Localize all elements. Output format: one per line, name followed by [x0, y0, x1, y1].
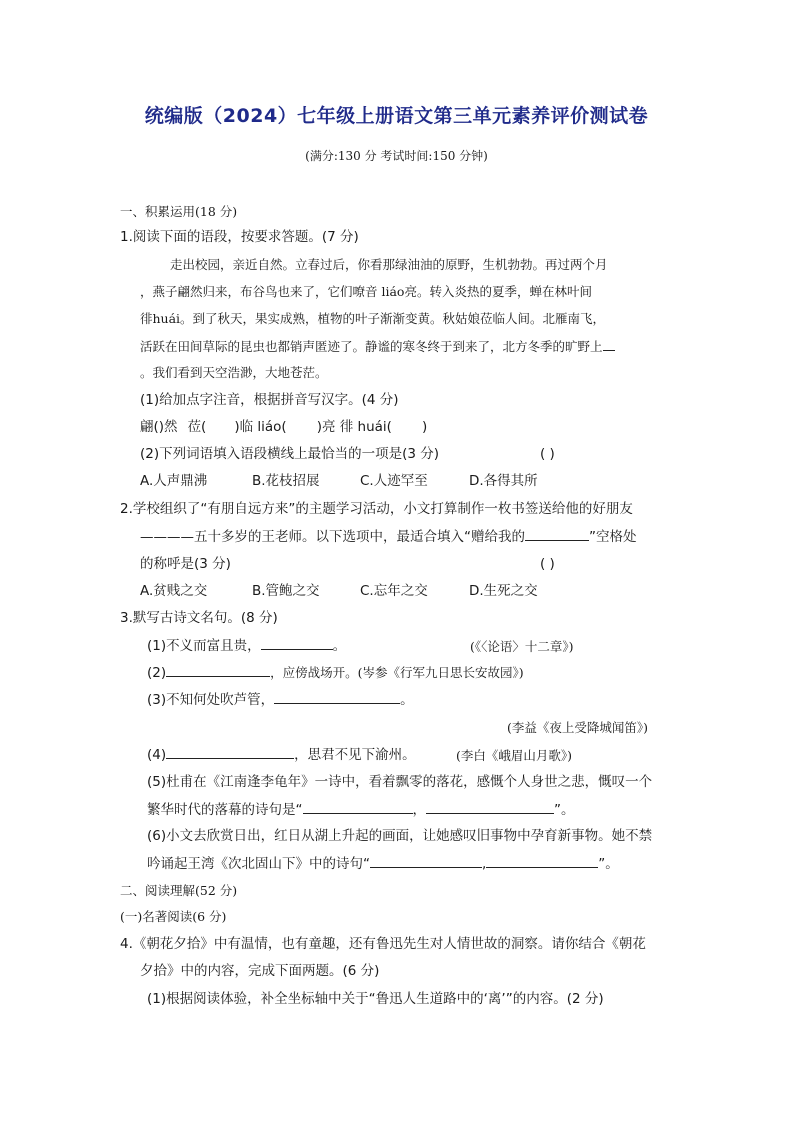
q1-sub2: (2)下列词语填入语段横线上最恰当的一项是(3 分) — [140, 446, 440, 462]
q3-blank[interactable] — [303, 800, 413, 814]
q1-item: ) — [421, 419, 428, 435]
q1-item: 莅( — [187, 419, 207, 435]
page-title: 统编版（2024）七年级上册语文第三单元素养评价测试卷 — [144, 105, 649, 127]
q3-line-4 — [147, 745, 416, 764]
q3-blank[interactable] — [166, 745, 294, 759]
q3-blank[interactable] — [274, 690, 400, 704]
q2-line: 2.学校组织了“有朋自远方来”的主题学习活动，小文打算制作一枚书签送给他的好朋友 — [120, 501, 633, 517]
q3-source: (李白《峨眉山月歌》) — [456, 748, 573, 763]
q2-answer-paren[interactable]: ( ) — [540, 556, 555, 572]
q2-text: ”空格处 — [589, 529, 637, 545]
q3-stem: 3.默写古诗文名句。(8 分) — [120, 610, 278, 626]
q1-passage-text: 活跃在田间草际的昆虫也都销声匿迹了。静谧的寒冬终于到来了，北方冬季的旷野上 — [140, 339, 603, 354]
q3-line-6b — [147, 854, 619, 873]
q3-line-1 — [147, 636, 346, 655]
q3-text: ”。 — [598, 856, 619, 872]
q2-line — [140, 527, 637, 546]
q1-item: )亮 徘 huái( — [316, 419, 392, 435]
q3-text: (3)不知何处吹芦管， — [147, 692, 275, 708]
q1-item: 翩()然 — [140, 419, 178, 435]
q2-text: ————五十多岁的王老师。以下选项中，最适合填入“赠给我的 — [140, 529, 525, 545]
q3-blank[interactable] — [370, 854, 482, 868]
q3-blank[interactable] — [261, 636, 333, 650]
section2-sub-heading: (一)名著阅读(6 分) — [120, 909, 227, 924]
q1-option-d[interactable]: D.各得其所 — [469, 473, 538, 489]
q4-line: 夕拾》中的内容，完成下面两题。(6 分) — [140, 963, 380, 979]
q3-text: 。 — [400, 692, 414, 708]
q1-passage-line: 。我们看到天空浩渺，大地苍茫。 — [140, 365, 328, 380]
q1-passage-line — [140, 337, 615, 356]
q4-sub1: (1)根据阅读体验，补全坐标轴中关于“鲁迅人生道路中的‘离’”的内容。(2 分) — [147, 991, 604, 1007]
q3-text: (4) — [147, 747, 167, 763]
q3-text: ，应傍战场开。(岑参《行军九日思长安故园》) — [270, 665, 524, 680]
section2-heading: 二、阅读理解(52 分) — [120, 883, 238, 898]
q3-line-5b — [147, 800, 575, 819]
q3-text: (2) — [147, 665, 167, 681]
q2-line: 的称呼是(3 分) — [140, 556, 231, 572]
q1-sub1: (1)给加点字注音，根据拼音写汉字。(4 分) — [140, 392, 399, 408]
q3-text: (1)不义而富且贵， — [147, 638, 261, 654]
q1-option-b[interactable]: B.花枝招展 — [252, 473, 320, 489]
q2-option-b[interactable]: B.管鲍之交 — [252, 583, 320, 599]
q1-option-c[interactable]: C.人迹罕至 — [360, 473, 428, 489]
q1-passage-line: ，燕子翩然归来，布谷鸟也来了，它们嘹音 liáo亮。转入炎热的夏季，蝉在林叶间 — [140, 284, 592, 299]
q1-passage-line: 走出校园，亲近自然。立春过后，你看那绿油油的原野，生机勃勃。再过两个月 — [170, 257, 608, 272]
page-subtitle: (满分:130 分 考试时间:150 分钟) — [305, 149, 488, 163]
q3-text: , — [482, 856, 487, 872]
q2-blank[interactable] — [525, 527, 589, 541]
q4-line: 4.《朝花夕拾》中有温情，也有童趣，还有鲁迅先生对人情世故的洞察。请你结合《朝花 — [120, 936, 646, 952]
q3-line-3 — [147, 690, 414, 709]
q1-passage-blank[interactable] — [603, 337, 615, 351]
q3-text: 。 — [332, 638, 347, 654]
q3-line-6: (6)小文去欣赏日出，红日从湖上升起的画面，让她感叹旧事物中孕育新事物。她不禁 — [147, 828, 653, 844]
q3-line-5: (5)杜甫在《江南逢李龟年》一诗中，看着飘零的落花，感慨个人身世之悲，慨叹一个 — [147, 774, 653, 790]
q3-text: 吟诵起王湾《次北固山下》中的诗句“ — [147, 856, 370, 872]
q1-option-a[interactable]: A.人声鼎沸 — [140, 473, 208, 489]
q3-blank[interactable] — [166, 663, 270, 677]
q3-line-2 — [147, 663, 524, 682]
q3-blank[interactable] — [486, 854, 598, 868]
q2-option-d[interactable]: D.生死之交 — [469, 583, 538, 599]
q3-blank[interactable] — [426, 800, 554, 814]
q1-answer-paren[interactable]: ( ) — [540, 446, 555, 462]
section1-heading: 一、积累运用(18 分) — [120, 204, 238, 219]
q1-stem: 1.阅读下面的语段，按要求答题。(7 分) — [120, 229, 359, 245]
q2-option-c[interactable]: C.忘年之交 — [360, 583, 428, 599]
q3-source: (李益《夜上受降城闻笛》) — [507, 720, 649, 735]
q1-item: )临 liáo( — [234, 419, 287, 435]
q3-text: ， — [412, 802, 426, 818]
q2-option-a[interactable]: A.贫贱之交 — [140, 583, 208, 599]
q3-source: (《〈论语〉十二章》) — [470, 639, 574, 654]
q1-sub1-items — [140, 418, 427, 436]
q1-passage-line: 徘huái。到了秋天，果实成熟，植物的叶子渐渐变黄。秋姑娘莅临人间。北雁南飞， — [140, 311, 606, 326]
q3-text: 繁华时代的落幕的诗句是“ — [147, 802, 303, 818]
q3-text: ”。 — [554, 802, 575, 818]
q3-text: ，思君不见下渝州。 — [294, 747, 416, 763]
